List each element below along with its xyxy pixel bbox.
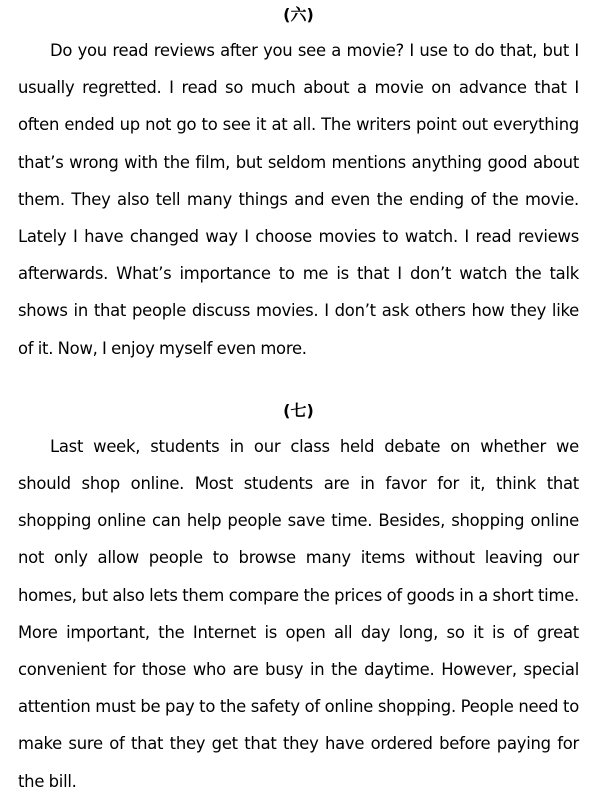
passage-six <box>18 3 579 367</box>
section-heading-six: (六) <box>283 5 314 24</box>
passage-six-paragraph: Do you read reviews after you see a movie? I use to do that, but I usually regretted. I read so much about a movie on advance that I often ended up not go to see it at all. The writers point out everything that’s wrong with the film, but seldom mentions anything good about them. They also tell many things and even the ending of the movie. Lately I have changed way I choose movies to watch. I read reviews afterwards. What’s importance to me is that I don’t watch the talk shows in that people discuss movies. I don’t ask others how they like of it. Now, I enjoy myself even more. <box>18 41 579 358</box>
section-heading-seven: (七) <box>283 400 314 420</box>
passage-seven <box>18 399 579 800</box>
passage-seven-paragraph: Last week, students in our class held debate on whether we should shop online. Most students are in favor for it, think that shopping online can help people save time. Besides, shopping online not only allow people to browse many items without leaving our homes, but also lets them compare the prices of goods in a short time. More important, the Internet is open all day long, so it is of great convenient for those who are busy in the daytime. However, special attention must be pay to the safety of online shopping. People need to make sure of that they get that they have ordered before paying for the bill. <box>18 436 579 791</box>
